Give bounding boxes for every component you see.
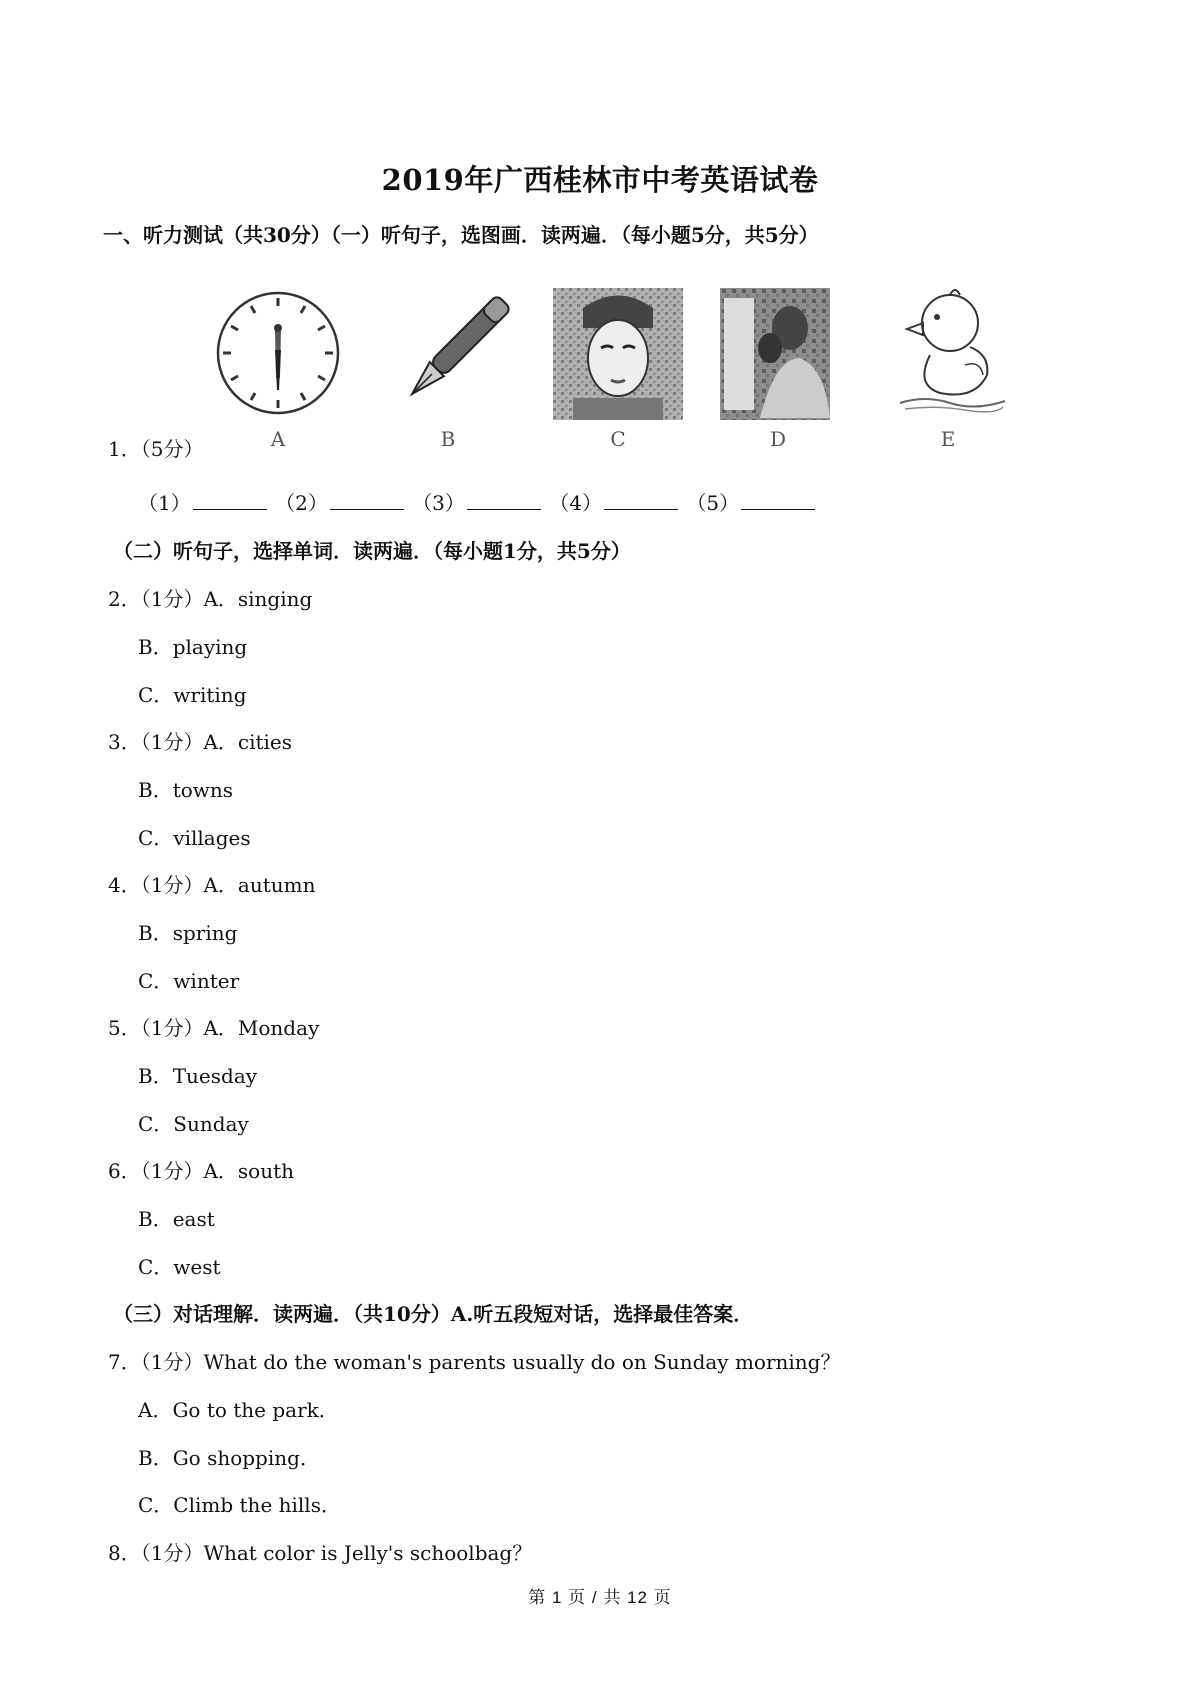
blank-label-4: （4） bbox=[549, 491, 603, 515]
question-3-option-b: B．towns bbox=[138, 778, 234, 802]
pen-icon bbox=[388, 290, 514, 424]
answer-blank-4[interactable] bbox=[604, 491, 678, 510]
question-6-option-c: C．west bbox=[138, 1255, 221, 1279]
question-5: 5．（1分）A．Monday bbox=[108, 1016, 320, 1040]
opera-face-icon bbox=[553, 288, 683, 424]
question-4-option-c: C．winter bbox=[138, 969, 240, 993]
question-5-option-c: C．Sunday bbox=[138, 1112, 249, 1136]
question-6: 6．（1分）A．south bbox=[108, 1159, 294, 1183]
people-photo-icon bbox=[720, 288, 830, 424]
question-3: 3．（1分）A．cities bbox=[108, 730, 293, 754]
question-8: 8．（1分）What color is Jelly's schoolbag？ bbox=[108, 1541, 533, 1565]
answer-blank-2[interactable] bbox=[330, 491, 404, 510]
question-6-option-b: B．east bbox=[138, 1207, 215, 1231]
picture-label-d: D bbox=[769, 427, 787, 451]
question-4-option-b: B．spring bbox=[138, 921, 238, 945]
question-1: 1．（5分） bbox=[108, 437, 204, 461]
section3-heading: （三）对话理解．读两遍．（共10分）A.听五段短对话，选择最佳答案． bbox=[113, 1302, 754, 1326]
chick-icon bbox=[895, 285, 1007, 421]
question-3-option-c: C．villages bbox=[138, 826, 251, 850]
page-title: 2019年广西桂林市中考英语试卷 bbox=[381, 163, 819, 197]
blank-label-1: （1） bbox=[138, 491, 191, 515]
picture-label-b: B bbox=[440, 427, 456, 451]
page-footer: 第 1 页 / 共 12 页 bbox=[528, 1588, 672, 1607]
blank-label-2: （2） bbox=[275, 491, 328, 515]
question-5-option-b: B．Tuesday bbox=[138, 1064, 258, 1088]
blank-label-5: （5） bbox=[686, 491, 740, 515]
question-7-option-b: B．Go shopping． bbox=[138, 1446, 320, 1470]
blank-label-3: （3） bbox=[412, 491, 465, 515]
question-7-option-c: C．Climb the hills． bbox=[138, 1493, 341, 1517]
answer-blanks-row bbox=[138, 487, 817, 516]
answer-blank-5[interactable] bbox=[741, 491, 815, 510]
question-7: 7．（1分）What do the woman's parents usually do on Sunday morning？ bbox=[108, 1350, 841, 1374]
question-2-option-c: C．writing bbox=[138, 683, 247, 707]
picture-label-a: A bbox=[270, 427, 286, 451]
question-2-option-b: B．playing bbox=[138, 635, 248, 659]
question-7-option-a: A．Go to the park． bbox=[138, 1398, 339, 1422]
section1-heading: 一、听力测试（共30分）（一）听句子，选图画．读两遍．（每小题5分，共5分） bbox=[103, 223, 819, 247]
picture-label-e: E bbox=[940, 427, 956, 451]
question-2: 2．（1分）A．singing bbox=[108, 587, 313, 611]
answer-blank-1[interactable] bbox=[193, 491, 267, 510]
section2-heading: （二）听句子，选择单词．读两遍．（每小题1分，共5分） bbox=[113, 539, 631, 563]
answer-blank-3[interactable] bbox=[467, 491, 541, 510]
clock-icon bbox=[215, 290, 341, 420]
question-4: 4．（1分）A．autumn bbox=[108, 873, 316, 897]
picture-label-c: C bbox=[610, 427, 626, 451]
